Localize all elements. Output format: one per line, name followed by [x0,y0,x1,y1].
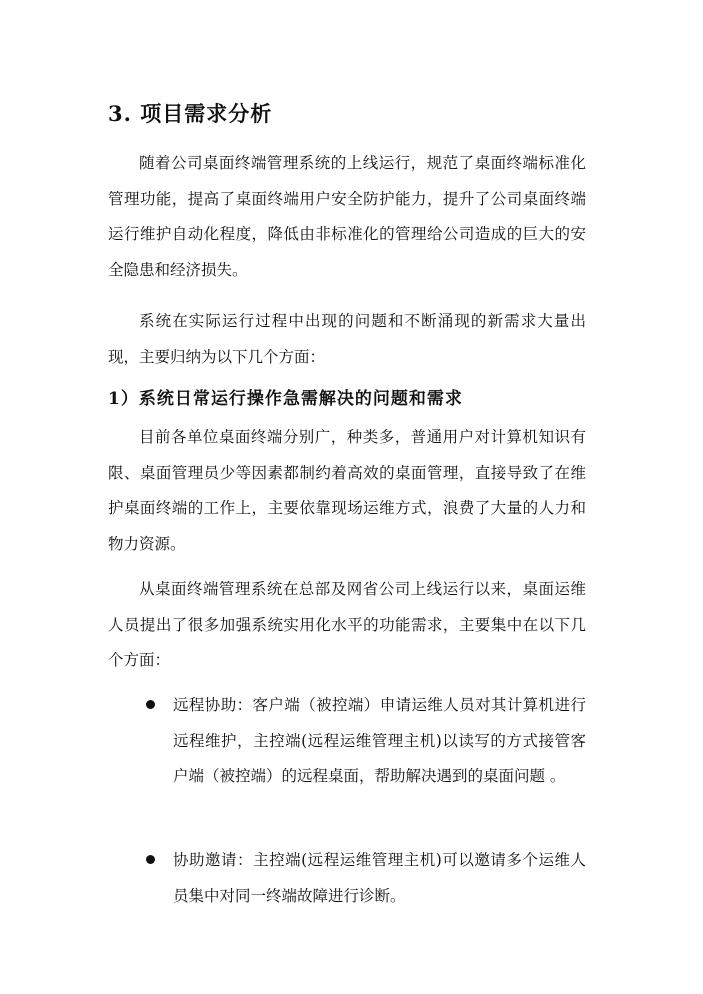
bullet-item-assist-invite: 协助邀请：主控端(远程运维管理主机)可以邀请多个运维人员集中对同一终端故障进行诊断。 [173,851,586,905]
section-heading: 3. 项目需求分析 [108,101,273,126]
intro-paragraph-2: 系统在实际运行过程中出现的问题和不断涌现的新需求大量出现，主要归纳为以下几个方面： [108,312,586,366]
subsection-heading: 1）系统日常运行操作急需解决的问题和需求 [108,389,463,409]
bullet-item-remote-assist: 远程协助：客户端（被控端）申请运维人员对其计算机进行远程维护，主控端(远程运维管理主机)以读写的方式接管客户端（被控端）的远程桌面，帮助解决遇到的桌面问题 。 [173,696,586,785]
subsection-paragraph-2: 从桌面终端管理系统在总部及网省公司上线运行以来，桌面运维人员提出了很多加强系统实用化水平的功能需求，主要集中在以下几个方面： [108,580,586,669]
bullet-dot-icon [146,700,155,709]
intro-paragraph-1: 随着公司桌面终端管理系统的上线运行，规范了桌面终端标准化管理功能，提高了桌面终端用户安全防护能力，提升了公司桌面终端运行维护自动化程度，降低由非标准化的管理给公司造成的巨大的安全隐患和经济损失。 [108,154,586,279]
bullet-dot-icon [146,855,155,864]
subsection-paragraph-1: 目前各单位桌面终端分别广，种类多，普通用户对计算机知识有限、桌面管理员少等因素都制约着高效的桌面管理，直接导致了在维护桌面终端的工作上，主要依靠现场运维方式，浪费了大量的人力和物力资源。 [108,428,586,553]
